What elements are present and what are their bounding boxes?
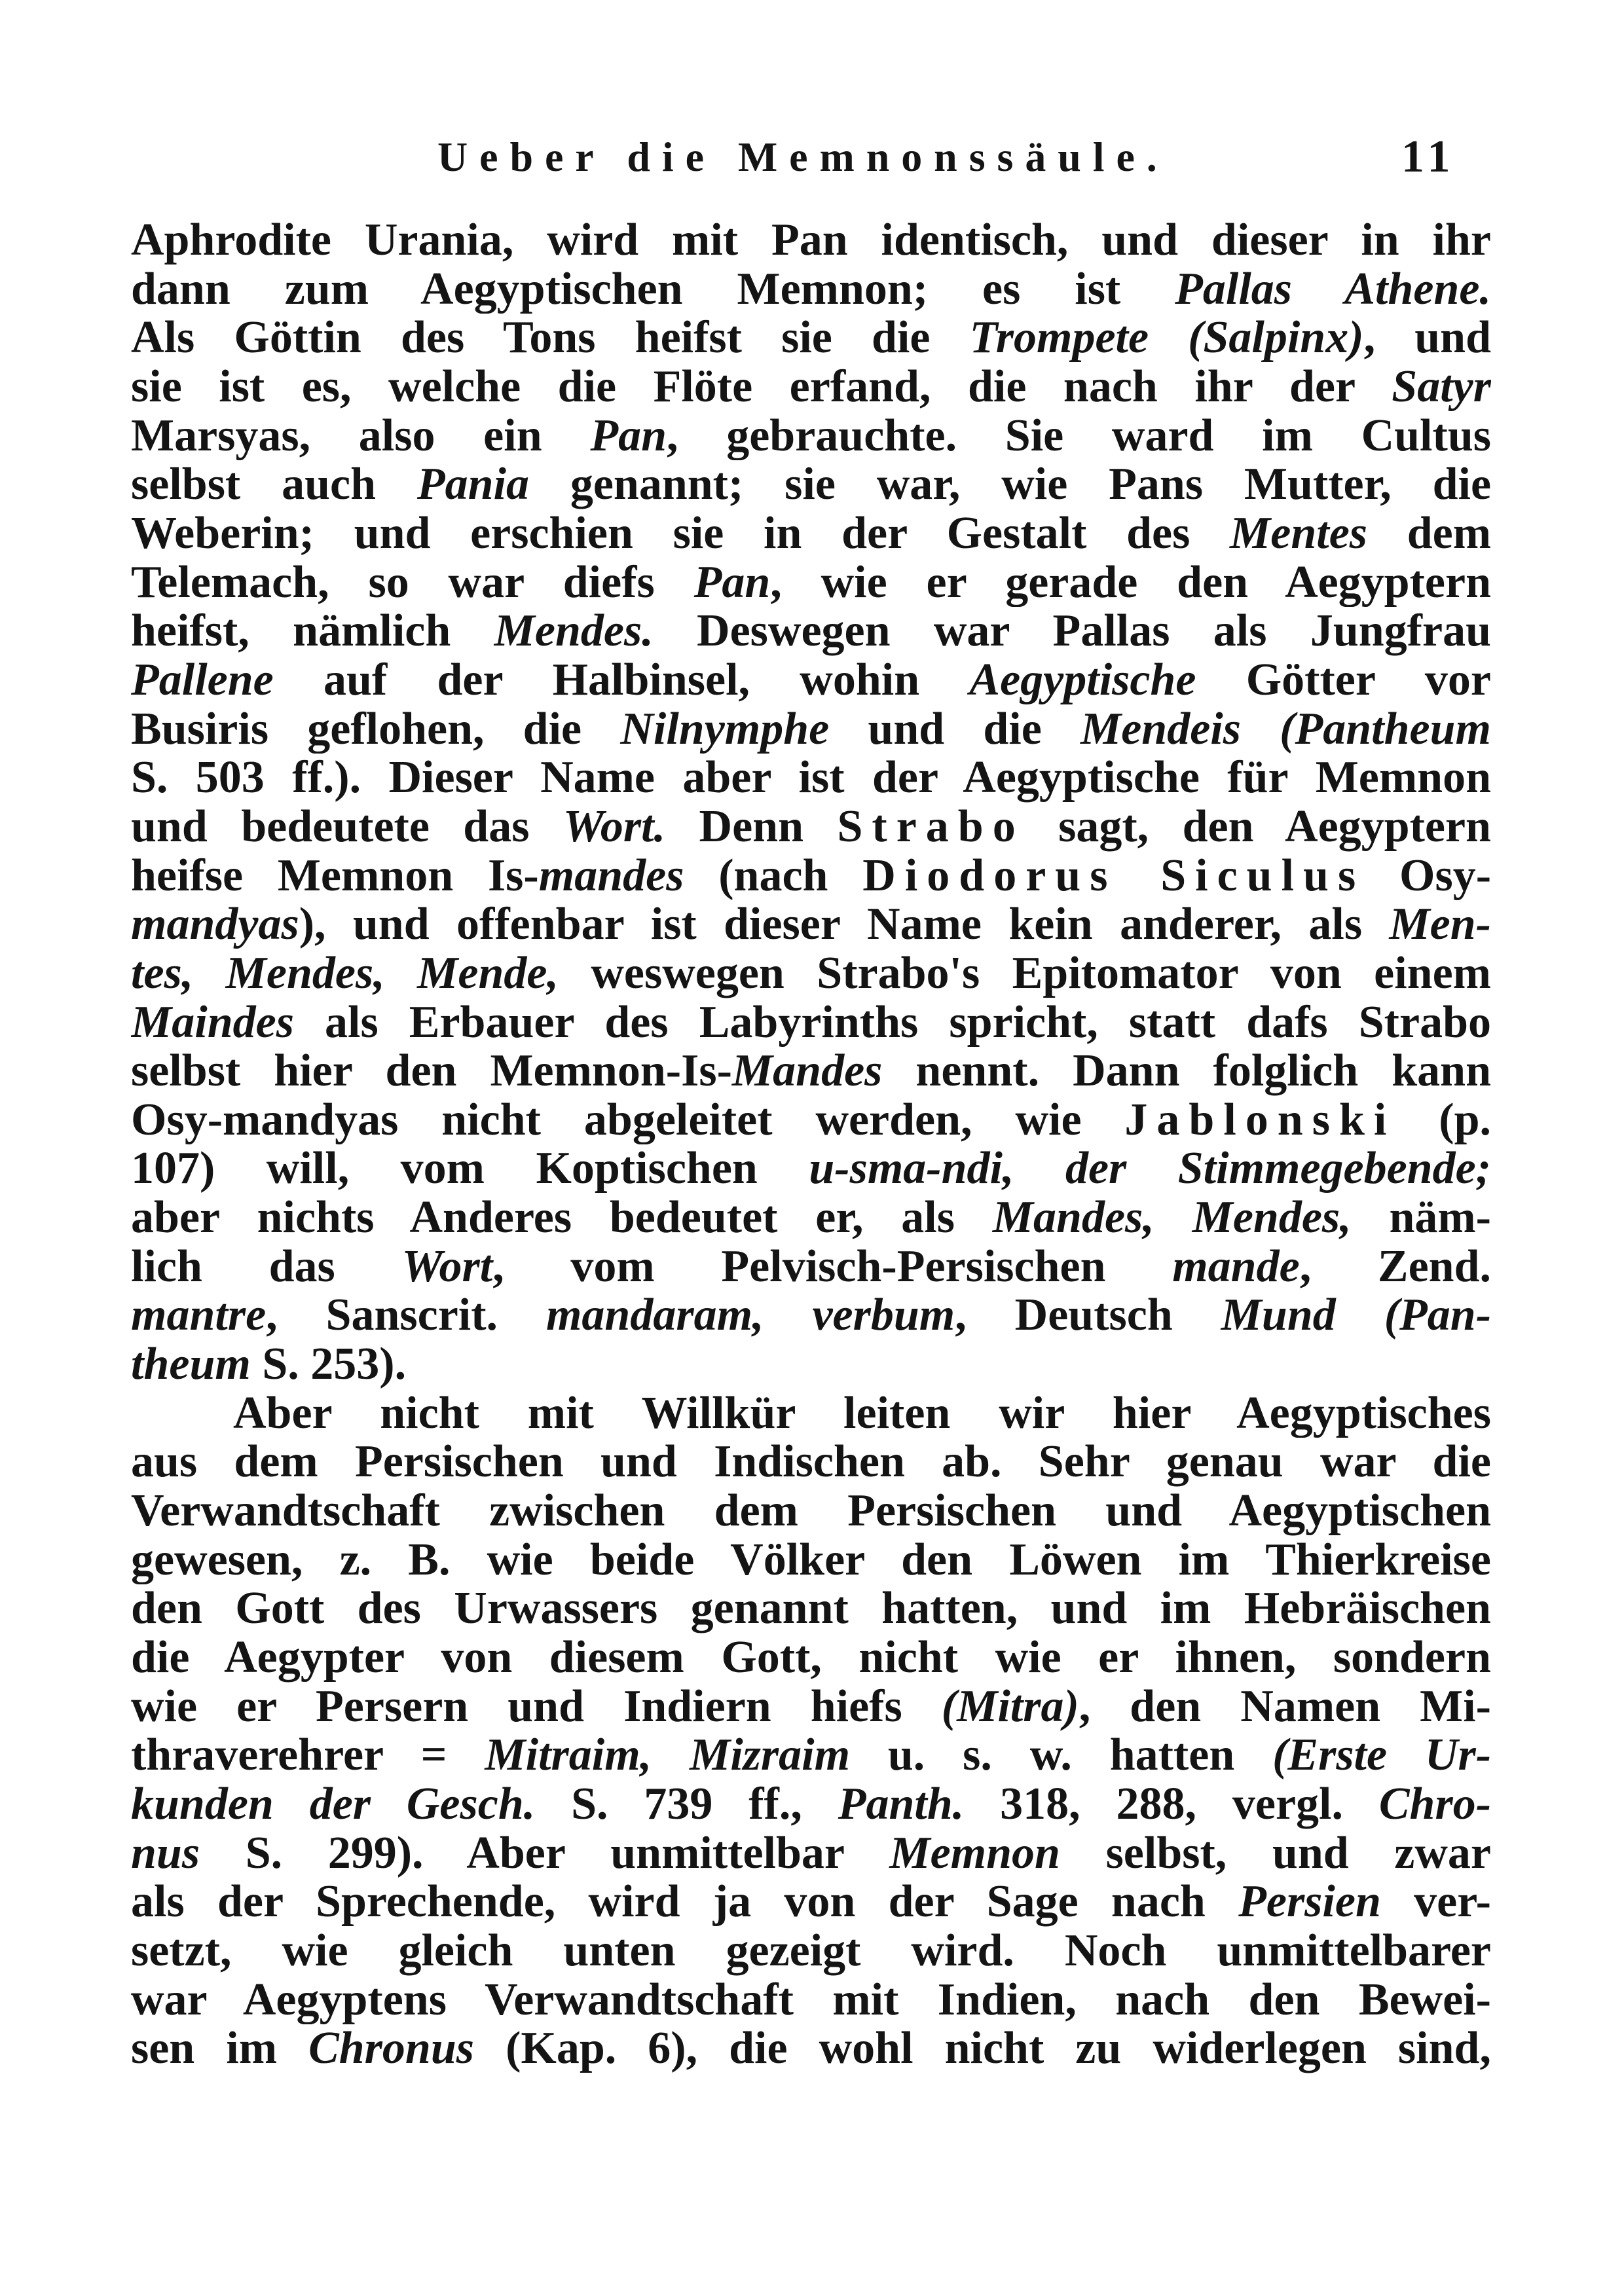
text-run: , vom Pelvisch-Persischen bbox=[492, 1242, 1173, 1292]
italic-text: Mandes, Mendes, bbox=[992, 1194, 1352, 1243]
italic-text: Chro- bbox=[1378, 1780, 1491, 1829]
italic-text: Pan bbox=[693, 558, 771, 608]
text-run: Aber nicht mit Willkür leiten wir hier Aegyptisches bbox=[233, 1389, 1491, 1438]
paragraph bbox=[131, 1389, 1491, 2073]
text-line bbox=[131, 1487, 1491, 1536]
text-run: als Erbauer des Labyrinths spricht, statt dafs Strabo bbox=[293, 998, 1491, 1048]
text-run: selbst hier den Memnon-Is- bbox=[131, 1047, 732, 1096]
italic-text: u-sma-ndi, der Stimmegebende; bbox=[809, 1144, 1491, 1194]
text-line bbox=[131, 852, 1491, 901]
text-run: die Aegypter von diesem Gott, nicht wie er ihnen, sondern bbox=[131, 1633, 1491, 1683]
text-line bbox=[131, 1536, 1491, 1585]
text-run: Als Göttin des Tons heifst sie die bbox=[131, 314, 970, 363]
text-run: lich das bbox=[131, 1242, 402, 1292]
text-run: Götter vor bbox=[1196, 655, 1491, 705]
italic-text: Wort bbox=[401, 1242, 493, 1292]
spaced-text: Diodorus Siculus bbox=[862, 851, 1365, 901]
italic-text: Men- bbox=[1389, 900, 1491, 949]
italic-text: Mund (Pan- bbox=[1221, 1291, 1491, 1341]
italic-text: Mandes bbox=[731, 1047, 883, 1096]
text-run: genannt; sie war, wie Pans Mutter, die bbox=[528, 460, 1491, 509]
italic-text: mandaram, verbum bbox=[545, 1291, 955, 1341]
text-line bbox=[131, 509, 1491, 558]
text-line bbox=[131, 949, 1491, 998]
text-run: Denn bbox=[665, 802, 838, 852]
text-run: sen im bbox=[131, 2024, 309, 2073]
text-run: thraverehrer = bbox=[131, 1731, 485, 1780]
italic-text: Pallene bbox=[131, 655, 274, 705]
text-run: Busiris geflohen, die bbox=[131, 704, 621, 754]
italic-text: Aegyptische bbox=[969, 655, 1196, 705]
italic-text: Memnon bbox=[889, 1829, 1060, 1878]
text-run: näm- bbox=[1351, 1194, 1491, 1243]
text-run: wie er Persern und Indiern hiefs bbox=[131, 1682, 942, 1732]
text-run: dann zum Aegyptischen Memnon; es ist bbox=[131, 264, 1175, 314]
text-run: (p. bbox=[1395, 1095, 1491, 1145]
text-line bbox=[131, 1927, 1491, 1976]
text-run: heifst, nämlich bbox=[131, 607, 494, 656]
text-line bbox=[131, 1731, 1491, 1780]
text-run: u. s. w. hatten bbox=[850, 1731, 1273, 1780]
text-run: (nach bbox=[684, 851, 863, 901]
text-run: als der Sprechende, wird ja von der Sage nach bbox=[131, 1878, 1239, 1927]
paragraph bbox=[131, 216, 1491, 1389]
italic-text: Persien bbox=[1238, 1878, 1381, 1927]
text-run: war Aegyptens Verwandtschaft mit Indien, nach den Bewei- bbox=[131, 1975, 1491, 2025]
italic-text: Pan bbox=[590, 411, 667, 461]
text-line bbox=[131, 1096, 1491, 1145]
text-line bbox=[131, 1194, 1491, 1243]
text-run: aber nichts Anderes bedeutet er, als bbox=[131, 1194, 993, 1243]
running-head: Ueber die Memnonssäule. bbox=[437, 134, 1169, 180]
text-run: 107) will, vom Koptischen bbox=[131, 1144, 809, 1194]
text-line bbox=[131, 900, 1491, 949]
text-line bbox=[131, 1389, 1491, 1438]
text-run: sagt, den Aegyptern bbox=[1024, 802, 1491, 852]
text-line bbox=[131, 1780, 1491, 1829]
text-run: Verwandtschaft zwischen dem Persischen und Aegyptischen bbox=[131, 1487, 1491, 1536]
text-run: , wie er gerade den Aegyptern bbox=[770, 558, 1491, 608]
text-run: , den Namen Mi- bbox=[1079, 1682, 1491, 1732]
spaced-text: Jablonski bbox=[1124, 1095, 1396, 1145]
italic-text: (Mitra) bbox=[941, 1682, 1079, 1732]
italic-text: tes, Mendes, Mende, bbox=[131, 949, 559, 998]
text-run: Osy-mandyas nicht abgeleitet werden, wie bbox=[131, 1095, 1125, 1145]
text-run: gewesen, z. B. wie beide Völker den Löwen im Thierkreise bbox=[131, 1535, 1491, 1585]
text-run: sie ist es, welche die Flöte erfand, die nach ihr der bbox=[131, 362, 1392, 412]
text-run: selbst auch bbox=[131, 460, 417, 509]
text-line bbox=[131, 1633, 1491, 1683]
text-run: dem bbox=[1367, 509, 1491, 558]
text-run: , und bbox=[1363, 314, 1491, 363]
italic-text: (Erste Ur- bbox=[1272, 1731, 1491, 1780]
text-run: , gebrauchte. Sie ward im Cultus bbox=[667, 411, 1491, 461]
text-run: den Gott des Urwassers genannt hatten, und im Hebräischen bbox=[131, 1584, 1491, 1634]
italic-text: Maindes bbox=[131, 998, 294, 1048]
text-run: und bedeutete das bbox=[131, 802, 563, 852]
italic-text: Chronus bbox=[308, 2024, 475, 2073]
text-run: , Deutsch bbox=[955, 1291, 1221, 1341]
text-run: S. 503 ff.). Dieser Name aber ist der Aegyptische für Memnon bbox=[131, 754, 1491, 803]
text-run: ), und offenbar ist dieser Name kein anderer, als bbox=[299, 900, 1390, 949]
text-run: und die bbox=[829, 704, 1080, 754]
italic-text: Mitraim, Mizraim bbox=[485, 1731, 851, 1780]
text-run: aus dem Persischen und Indischen ab. Sehr genau war die bbox=[131, 1438, 1491, 1487]
text-run: auf der Halbinsel, wohin bbox=[273, 655, 970, 705]
text-run: 318, 288, vergl. bbox=[964, 1780, 1379, 1829]
text-run: Marsyas, also ein bbox=[131, 411, 591, 461]
text-run: S. 253). bbox=[250, 1340, 407, 1389]
text-line bbox=[131, 1683, 1491, 1732]
text-line bbox=[131, 2024, 1491, 2073]
text-line bbox=[131, 656, 1491, 705]
page-number: 11 bbox=[1401, 132, 1456, 182]
text-line bbox=[131, 803, 1491, 852]
text-line bbox=[131, 216, 1491, 265]
text-line bbox=[131, 998, 1491, 1048]
text-run: weswegen Strabo's Epitomator von einem bbox=[558, 949, 1491, 998]
text-line bbox=[131, 460, 1491, 509]
text-line bbox=[131, 1243, 1491, 1292]
text-run: (Kap. 6), die wohl nicht zu widerlegen sind, bbox=[474, 2024, 1491, 2073]
italic-text: Nilnymphe bbox=[620, 704, 830, 754]
text-run: Weberin; und erschien sie in der Gestalt des bbox=[131, 509, 1230, 558]
spaced-text: Strabo bbox=[837, 802, 1025, 852]
text-run: ver- bbox=[1380, 1878, 1491, 1927]
body-text bbox=[131, 216, 1491, 2073]
text-run: S. 299). Aber unmittelbar bbox=[200, 1829, 890, 1878]
italic-text: Pallas Athene. bbox=[1175, 264, 1491, 314]
text-line bbox=[131, 1340, 1491, 1389]
text-run: Telemach, so war diefs bbox=[131, 558, 694, 608]
text-line bbox=[131, 363, 1491, 412]
text-line bbox=[131, 1047, 1491, 1096]
text-run: , Zend. bbox=[1299, 1242, 1491, 1292]
text-run: nennt. Dann folglich kann bbox=[882, 1047, 1491, 1096]
text-line bbox=[131, 1584, 1491, 1633]
text-line bbox=[131, 754, 1491, 803]
italic-text: Mendes. bbox=[494, 607, 654, 656]
text-line bbox=[131, 1976, 1491, 2025]
italic-text: Mentes bbox=[1230, 509, 1368, 558]
text-run: , Sanscrit. bbox=[266, 1291, 546, 1341]
text-run: S. 739 ff., bbox=[535, 1780, 838, 1829]
text-run: setzt, wie gleich unten gezeigt wird. Noch unmittelbarer bbox=[131, 1926, 1491, 1976]
text-line bbox=[131, 314, 1491, 363]
text-run: Deswegen war Pallas als Jungfrau bbox=[653, 607, 1491, 656]
italic-text: kunden der Gesch. bbox=[131, 1780, 536, 1829]
italic-text: mande bbox=[1172, 1242, 1300, 1292]
text-line bbox=[131, 558, 1491, 608]
text-line bbox=[131, 1438, 1491, 1487]
italic-text: Pania bbox=[416, 460, 529, 509]
italic-text: Satyr bbox=[1392, 362, 1491, 412]
italic-text: nus bbox=[131, 1829, 200, 1878]
text-line bbox=[131, 1291, 1491, 1340]
text-line bbox=[131, 1829, 1491, 1878]
text-line bbox=[131, 1144, 1491, 1194]
text-run: Aphrodite Urania, wird mit Pan identisch, und dieser in ihr bbox=[131, 216, 1491, 265]
italic-text: Mendeis (Pantheum bbox=[1080, 704, 1491, 754]
italic-text: theum bbox=[131, 1340, 251, 1389]
italic-text: Trompete (Salpinx) bbox=[969, 314, 1364, 363]
italic-text: Panth. bbox=[838, 1780, 965, 1829]
italic-text: mandes bbox=[538, 851, 684, 901]
text-line bbox=[131, 607, 1491, 656]
text-line bbox=[131, 705, 1491, 754]
text-line bbox=[131, 265, 1491, 314]
text-run: heifse Memnon Is- bbox=[131, 851, 539, 901]
text-line bbox=[131, 412, 1491, 461]
text-run: Osy- bbox=[1365, 851, 1491, 901]
italic-text: mantre bbox=[131, 1291, 267, 1341]
text-line bbox=[131, 1878, 1491, 1927]
italic-text: mandyas bbox=[131, 900, 299, 949]
text-run: selbst, und zwar bbox=[1060, 1829, 1491, 1878]
italic-text: Wort. bbox=[563, 802, 666, 852]
